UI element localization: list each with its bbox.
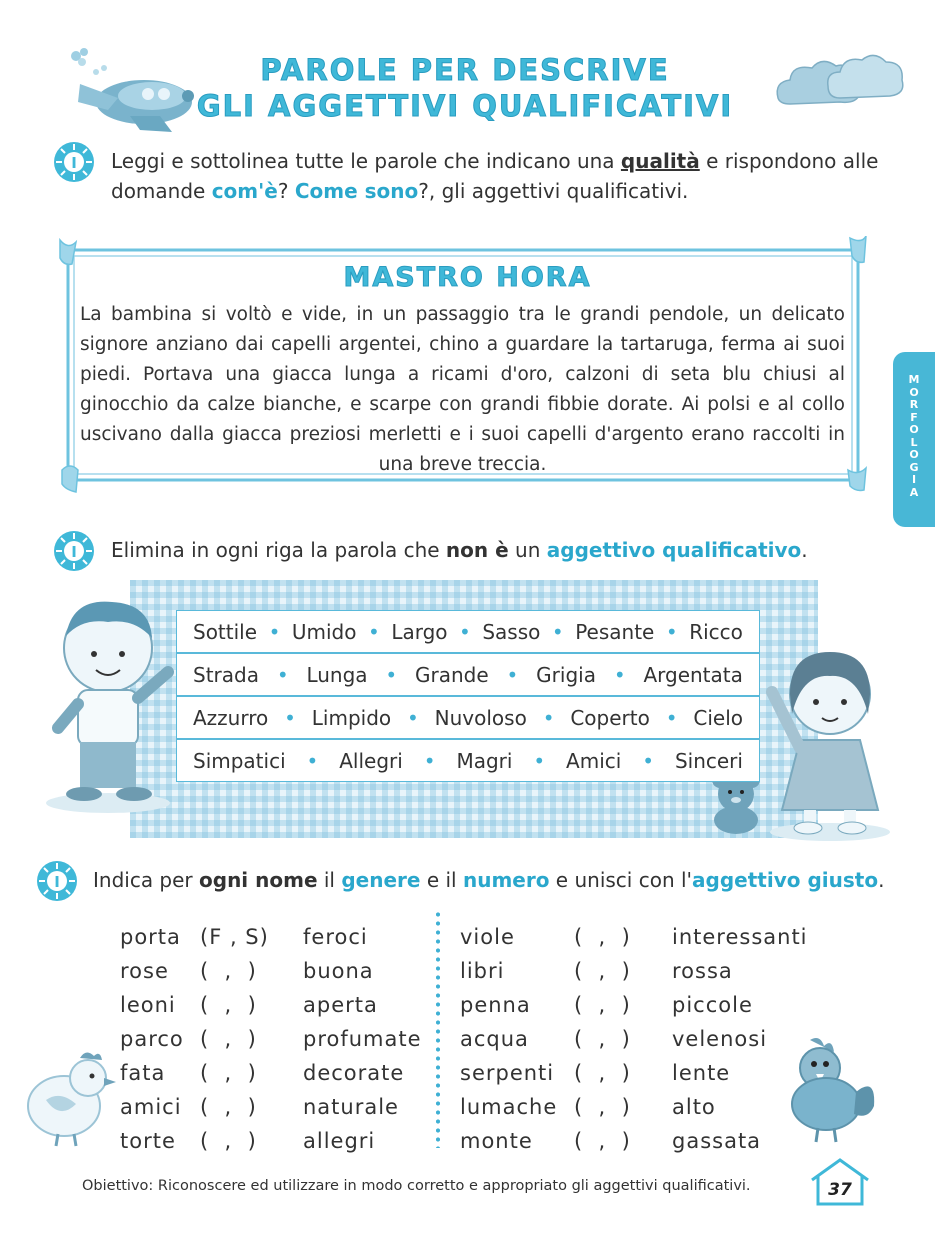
- word-option[interactable]: Cielo: [693, 705, 743, 730]
- exercise-badge-icon: [53, 141, 95, 183]
- instr-text: un: [508, 538, 547, 562]
- bullet-separator: •: [276, 662, 289, 687]
- instr-text: ?: [277, 179, 295, 203]
- word-option[interactable]: Magri: [456, 748, 513, 773]
- word-row-cell: [176, 739, 760, 782]
- word-rows-table: [176, 610, 760, 782]
- gender-number-field[interactable]: ( , ): [200, 1061, 257, 1085]
- exercise-badge-icon: [36, 860, 78, 902]
- word-option[interactable]: Grigia: [536, 662, 596, 687]
- gender-number-field[interactable]: ( , ): [200, 1027, 257, 1051]
- bullet-separator: •: [542, 705, 555, 730]
- gender-number-field[interactable]: ( , ): [574, 1061, 631, 1085]
- side-tab-letter: O: [909, 423, 919, 436]
- word-option[interactable]: Argentata: [643, 662, 743, 687]
- word-genere: genere: [341, 868, 421, 892]
- clouds-illustration: [770, 42, 910, 112]
- bullet-separator: •: [642, 748, 655, 773]
- side-tab-letter: R: [909, 398, 919, 411]
- bullet-separator: •: [551, 619, 564, 644]
- instr-text: Elimina in ogni riga la parola che: [111, 538, 446, 562]
- noun: fata: [120, 1061, 166, 1085]
- left-adjectives-column: [303, 920, 422, 1158]
- adjective[interactable]: alto: [672, 1095, 716, 1119]
- title-line-2: GLI AGGETTIVI QUALIFICATIVI: [196, 89, 734, 123]
- exercise3-instruction: [93, 865, 893, 895]
- adjective[interactable]: interessanti: [672, 925, 808, 949]
- noun: penna: [460, 993, 531, 1017]
- right-nouns-column: [460, 920, 557, 1158]
- story-title: MASTRO HORA: [343, 262, 592, 293]
- exercise-badge-icon: [53, 530, 95, 572]
- instr-text: e unisci con l': [549, 868, 693, 892]
- word-option[interactable]: Ricco: [689, 619, 743, 644]
- word-option[interactable]: Limpido: [311, 705, 392, 730]
- side-tab-letter: F: [910, 410, 918, 424]
- page-number: 37: [828, 1180, 852, 1200]
- instr-text: e il: [420, 868, 463, 892]
- page-title: [180, 52, 750, 124]
- adjective[interactable]: aperta: [303, 993, 378, 1017]
- side-tab-letter: G: [909, 460, 919, 474]
- instr-text: .: [878, 868, 885, 892]
- side-tab-label: [906, 374, 922, 499]
- bullet-separator: •: [506, 662, 519, 687]
- adjective[interactable]: allegri: [303, 1129, 376, 1153]
- word-option[interactable]: Strada: [193, 662, 259, 687]
- gender-number-field[interactable]: (F , S): [200, 925, 269, 949]
- title-line-1: PAROLE PER DESCRIVE: [260, 53, 670, 87]
- word-come-sono: Come sono: [294, 179, 419, 203]
- bullet-separator: •: [613, 662, 626, 687]
- dotted-divider: [436, 910, 440, 1148]
- adjective[interactable]: feroci: [303, 925, 368, 949]
- bullet-separator: •: [306, 748, 319, 773]
- noun: viole: [460, 925, 515, 949]
- bullet-separator: •: [533, 748, 546, 773]
- word-option[interactable]: Simpatici: [193, 748, 286, 773]
- word-row-cell: [176, 696, 760, 739]
- word-numero: numero: [462, 868, 550, 892]
- noun: leoni: [120, 993, 176, 1017]
- bullet-separator: •: [459, 619, 471, 644]
- girl-illustration: [760, 644, 900, 844]
- adjective[interactable]: lente: [672, 1061, 731, 1085]
- word-option[interactable]: Pesante: [575, 619, 655, 644]
- noun: lumache: [460, 1095, 558, 1119]
- word-option[interactable]: Largo: [391, 619, 448, 644]
- word-option[interactable]: Sottile: [193, 619, 258, 644]
- word-option[interactable]: Azzurro: [193, 705, 269, 730]
- instr-text: .: [801, 538, 808, 562]
- footer-objective: Obiettivo: Riconoscere ed utilizzare in modo corretto e appropriato gli aggettivi qualificativi.: [82, 1178, 751, 1194]
- gender-number-field[interactable]: ( , ): [574, 925, 631, 949]
- gender-number-field[interactable]: ( , ): [574, 993, 631, 1017]
- instr-text: ?, gli aggettivi qualificativi.: [418, 179, 689, 203]
- instr-text: il: [317, 868, 342, 892]
- word-row: [176, 610, 760, 653]
- word-aggettivo-giusto: aggettivo giusto: [692, 868, 879, 892]
- noun: monte: [460, 1129, 533, 1153]
- word-come-e: com'è: [211, 179, 278, 203]
- adjective[interactable]: buona: [303, 959, 374, 983]
- word-option[interactable]: Lunga: [306, 662, 368, 687]
- rooster-illustration: [780, 1036, 880, 1146]
- bullet-separator: •: [268, 619, 281, 644]
- boy-illustration: [38, 588, 178, 818]
- noun: rose: [120, 959, 169, 983]
- gender-number-field[interactable]: ( , ): [574, 1129, 631, 1153]
- word-option[interactable]: Allegri: [339, 748, 403, 773]
- word-option[interactable]: Sasso: [482, 619, 541, 644]
- gender-number-field[interactable]: ( , ): [574, 959, 631, 983]
- word-option[interactable]: Sinceri: [674, 748, 743, 773]
- word-option[interactable]: Coperto: [570, 705, 650, 730]
- hen-illustration: [20, 1030, 120, 1150]
- word-option[interactable]: Nuvoloso: [434, 705, 527, 730]
- instr-text: e rispondono alle domande: [111, 149, 879, 203]
- exercise1-instruction: [111, 146, 891, 206]
- word-row: [176, 696, 760, 739]
- svg-text:I: I: [54, 873, 60, 891]
- adjective[interactable]: profumate: [303, 1027, 422, 1051]
- adjective[interactable]: velenosi: [672, 1027, 768, 1051]
- bullet-separator: •: [665, 705, 678, 730]
- adjective[interactable]: piccole: [672, 993, 753, 1017]
- side-tab-letter: I: [911, 473, 917, 486]
- side-tab-letter: M: [908, 373, 920, 386]
- noun: libri: [460, 959, 505, 983]
- gender-number-field[interactable]: ( , ): [200, 1095, 257, 1119]
- word-option[interactable]: Grande: [415, 662, 489, 687]
- side-tab-letter: O: [909, 448, 919, 461]
- word-row: [176, 739, 760, 782]
- bullet-separator: •: [368, 619, 380, 644]
- adjective[interactable]: rossa: [672, 959, 733, 983]
- side-tab-letter: O: [909, 385, 919, 399]
- gender-number-field[interactable]: ( , ): [200, 959, 257, 983]
- noun: parco: [120, 1027, 184, 1051]
- bullet-separator: •: [284, 705, 296, 730]
- bullet-separator: •: [423, 748, 436, 773]
- exercise2-instruction: [111, 535, 871, 565]
- airplane-illustration: [60, 44, 200, 134]
- adjective[interactable]: naturale: [303, 1095, 399, 1119]
- bullet-separator: •: [665, 619, 678, 644]
- noun: amici: [120, 1095, 182, 1119]
- word-option[interactable]: Umido: [291, 619, 357, 644]
- svg-text:I: I: [71, 154, 77, 172]
- word-aggettivo: aggettivo qualificativo: [546, 538, 802, 562]
- word-non-e: non è: [445, 538, 509, 562]
- word-row-cell: [176, 653, 760, 696]
- word-row-cell: [176, 610, 760, 653]
- gender-number-field[interactable]: ( , ): [200, 993, 257, 1017]
- left-marks-column: [200, 920, 269, 1158]
- side-tab-letter: A: [909, 485, 919, 499]
- word-qualita: qualità: [620, 149, 700, 173]
- gender-number-field[interactable]: ( , ): [574, 1027, 631, 1051]
- svg-text:I: I: [71, 543, 77, 561]
- bullet-separator: •: [385, 662, 398, 687]
- adjective[interactable]: decorate: [303, 1061, 405, 1085]
- instr-text: Leggi e sottolinea tutte le parole che indicano una: [111, 149, 621, 173]
- story-text: La bambina si voltò e vide, in un passaggio tra le grandi pendole, un delicato signore anziano dai capelli argentei, chino a guardare la tartaruga, ferma ai suoi piedi. Portava una giacca lunga a ricami d'oro, calzoni di seta blu chiusi al ginocchio da calze bianche, e scarpe con grandi fibbie dorate. Ai polsi e al collo uscivano dalla giacca preziosi merletti e i suoi capelli d'argento erano raccolti in una breve treccia.: [80, 304, 845, 475]
- gender-number-field[interactable]: ( , ): [200, 1129, 257, 1153]
- word-ogni-nome: ogni nome: [199, 868, 318, 892]
- word-option[interactable]: Amici: [566, 748, 622, 773]
- noun: acqua: [460, 1027, 529, 1051]
- gender-number-field[interactable]: ( , ): [574, 1095, 631, 1119]
- instr-text: Indica per: [93, 868, 200, 892]
- side-tab-letter: L: [910, 435, 918, 449]
- word-row: [176, 653, 760, 696]
- noun: serpenti: [460, 1061, 555, 1085]
- right-marks-column: [574, 920, 631, 1158]
- left-nouns-column: [120, 920, 184, 1158]
- adjective[interactable]: gassata: [672, 1129, 762, 1153]
- noun: torte: [120, 1129, 176, 1153]
- noun: porta: [120, 925, 181, 949]
- bullet-separator: •: [407, 705, 419, 730]
